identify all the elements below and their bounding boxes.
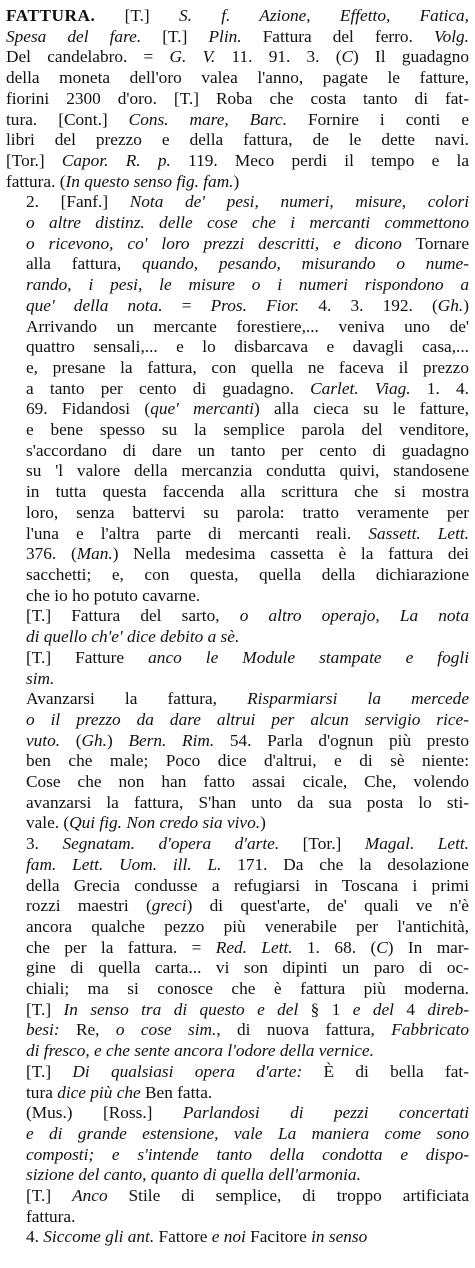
italic-run: vuto. [26, 730, 61, 750]
entry-paragraph-p4 [6, 648, 469, 689]
text-line [6, 441, 469, 462]
text-run: ) Nella medesima cassetta è la fattura dei [112, 544, 469, 564]
text-run: avanzarsi la fattura, S'han unto da sua posta lo sti- [26, 792, 469, 812]
italic-run: S. f. Azione, Effetto, Fatica, [178, 6, 469, 25]
text-run: libri del prezzo e della fattura, de le dette navi. [6, 130, 469, 150]
italic-run: Qui fig. Non credo sia vivo. [69, 813, 261, 833]
text-run: ) alla cieca su le fatture, [253, 399, 469, 419]
text-line [6, 689, 469, 710]
entry-paragraph-p6 [6, 834, 469, 1062]
text-run: § 1 [298, 999, 353, 1019]
entry-paragraph-p3 [6, 606, 469, 647]
text-run: 2. [Fanf.] [26, 192, 130, 212]
text-line [6, 1124, 469, 1145]
text-line [6, 1020, 469, 1041]
text-run: [T.] [26, 1061, 73, 1081]
text-run: [T.] [95, 6, 179, 25]
text-run: vale. ( [26, 813, 70, 833]
text-run: che per la fattura. = [26, 937, 216, 957]
text-run: alla fattura, [26, 254, 142, 274]
italic-run: G. V. [169, 47, 216, 67]
italic-run: Nota de' pesi, numeri, misure, colori [129, 192, 469, 212]
text-line [6, 6, 469, 27]
italic-run: sim. [26, 668, 55, 688]
text-line [6, 751, 469, 772]
italic-run: In questo senso fig. fam. [65, 171, 234, 191]
text-run: sacchetti; e, con questa, quella della dichiarazione [26, 564, 469, 584]
italic-run: e del [352, 999, 394, 1019]
text-run: ) [260, 813, 266, 833]
text-line [6, 1062, 469, 1083]
italic-run: Sassett. Lett. [368, 523, 469, 543]
text-line [6, 669, 469, 690]
text-line [6, 317, 469, 338]
entry-paragraph-p1 [6, 6, 469, 192]
italic-run: Spesa del fare. [6, 26, 142, 46]
text-run: e bene spesso su la semplice parola del venditore, [26, 420, 469, 440]
text-run: 4. 3. 192. ( [299, 295, 438, 315]
italic-run: o altre distinz. delle cose che i mercanti commettono [26, 213, 469, 233]
italic-run: o il prezzo da dare altrui per alcun servigio rice- [26, 709, 469, 729]
text-line [6, 1227, 469, 1248]
text-run: [T.] Fatture [26, 647, 149, 667]
italic-run: Segnatam. d'opera d'arte. [62, 834, 280, 854]
text-run: l'una e l'altra parte di mercanti reali. [26, 523, 369, 543]
italic-run: Magal. Lett. [364, 834, 469, 854]
text-line [6, 627, 469, 648]
text-run: [T.] [26, 999, 64, 1019]
text-line [6, 420, 469, 441]
italic-run: Volg. [433, 26, 469, 46]
text-line [6, 1207, 469, 1228]
entry-paragraph-p8 [6, 1103, 469, 1186]
entry-paragraph-p9 [6, 1186, 469, 1227]
text-line [6, 876, 469, 897]
italic-run: Gh. [81, 730, 107, 750]
text-run: 119. Meco perdi il tempo e la [170, 150, 469, 170]
italic-run: direb- [427, 999, 469, 1019]
text-run: ( [60, 730, 82, 750]
italic-run: In senso tra di questo e del [63, 999, 299, 1019]
text-run: e, presane la fattura, con quella ne faceva il prezzo [26, 357, 469, 377]
italic-run: e noi [211, 1227, 246, 1247]
italic-run: Risparmiarsi la mercede [247, 689, 469, 709]
italic-run: que' mercanti [150, 399, 254, 419]
text-run: in tutta questa faccenda alla scrittura che si mostra [26, 482, 469, 502]
entry-paragraph-p7 [6, 1062, 469, 1103]
text-line [6, 1145, 469, 1166]
text-run: ben che male; Poco dice d'altrui, e di sè niente: [26, 751, 469, 771]
text-run: Ben fatta. [140, 1082, 213, 1102]
italic-run: Plin. [208, 26, 242, 46]
text-line [6, 234, 469, 255]
italic-run: Pros. Fior. [210, 295, 300, 315]
text-run: 171. Da che la desolazione [221, 854, 469, 874]
text-run: 3. [26, 834, 63, 854]
italic-run: e di grande estensione, vale La maniera come sono [26, 1123, 469, 1143]
text-run: Fattore [154, 1227, 212, 1247]
text-run: che io ho potuto cavarne. [26, 585, 201, 605]
text-run: tura [26, 1082, 58, 1102]
text-line [6, 461, 469, 482]
text-line [6, 855, 469, 876]
text-line [6, 172, 469, 193]
text-run: 69. Fidandosi ( [26, 399, 151, 419]
italic-run: Bern. Rim. [128, 730, 215, 750]
text-line [6, 275, 469, 296]
text-run: fiorini 2300 d'oro. [T.] Roba che costa tanto di fat- [6, 88, 469, 108]
text-line [6, 813, 469, 834]
text-run: Facitore [245, 1227, 312, 1247]
italic-run: que' della nota. [26, 295, 163, 315]
text-run: = [162, 295, 211, 315]
text-line [6, 192, 469, 213]
text-run: 4. [26, 1227, 44, 1247]
italic-run: C [376, 937, 388, 957]
text-run: , di nuova fattura, [216, 1020, 392, 1040]
text-line [6, 1103, 469, 1124]
text-line [6, 606, 469, 627]
text-line [6, 110, 469, 131]
italic-run: dice più che [57, 1082, 141, 1102]
text-line [6, 772, 469, 793]
text-run: È di bella fat- [302, 1061, 469, 1081]
text-line [6, 213, 469, 234]
text-line [6, 1186, 469, 1207]
text-line [6, 586, 469, 607]
text-run: ) In mar- [387, 937, 469, 957]
text-line [6, 896, 469, 917]
text-run: ) Il guadagno [353, 47, 469, 67]
italic-run: Carlet. Viag. [310, 378, 411, 398]
text-run: su 'l valore della mercanzia condutta quivi, standosene [26, 461, 469, 481]
text-line [6, 834, 469, 855]
text-run: a tanto per cento di guadagno. [26, 378, 311, 398]
text-run: ) di quest'arte, de' quali ve n'è [186, 896, 469, 916]
text-line [6, 337, 469, 358]
text-line [6, 731, 469, 752]
italic-run: Red. Lett. [215, 937, 293, 957]
headword: FATTURA. [6, 6, 96, 25]
italic-run: Siccome gli ant. [43, 1227, 155, 1247]
text-run: Re, [59, 1020, 116, 1040]
text-run: chiali; ma si conosce che è fattura più moderna. [26, 979, 469, 999]
italic-run: composti; e s'intende tanto della condotta e dispo- [26, 1144, 469, 1164]
text-line [6, 938, 469, 959]
text-line [6, 958, 469, 979]
text-line [6, 254, 469, 275]
text-line [6, 565, 469, 586]
text-run: 54. Parla d'ognun più presto [214, 730, 469, 750]
text-run: 376. ( [26, 544, 77, 564]
text-line [6, 793, 469, 814]
italic-run: Man. [76, 544, 113, 564]
text-run: rozzi maestri ( [26, 896, 152, 916]
italic-run: C [341, 47, 354, 67]
text-line [6, 503, 469, 524]
text-line [6, 524, 469, 545]
italic-run: quando, pesando, misurando o nume- [141, 254, 469, 274]
text-run: fattura. ( [6, 171, 66, 191]
text-run: tura. [Cont.] [6, 109, 129, 129]
italic-run: Gh. [437, 295, 464, 315]
text-run: [T.] [26, 1186, 73, 1206]
text-run: Stile di semplice, di troppo artificiata [107, 1186, 469, 1206]
italic-run: o altro operajo, La nota [239, 606, 469, 626]
text-run: ) [463, 295, 469, 315]
text-line [6, 482, 469, 503]
italic-run: in senso [311, 1227, 368, 1247]
text-run: 4 [393, 999, 428, 1019]
text-run: Fattura del ferro. [241, 26, 434, 46]
text-run: [Tor.] [279, 834, 365, 854]
text-run: Fornire i conti e [287, 109, 469, 129]
text-line [6, 1041, 469, 1062]
text-line [6, 979, 469, 1000]
text-run: Cose che non han fatto assai cicale, Che, volendo [26, 772, 469, 792]
text-line [6, 1083, 469, 1104]
italic-run: o cose sim. [115, 1020, 217, 1040]
text-line [6, 399, 469, 420]
text-run: 11. 91. 3. ( [215, 47, 342, 67]
text-run: della Grecia condusse a refugiarsi in Toscana i primi [26, 875, 469, 895]
text-line [6, 710, 469, 731]
text-run: Tornare [401, 233, 469, 253]
italic-run: Parlandosi di pezzi concertati [182, 1103, 469, 1123]
italic-run: Capor. R. p. [61, 150, 171, 170]
text-run: fattura. [26, 1206, 76, 1226]
text-line [6, 379, 469, 400]
italic-run: greci [151, 896, 187, 916]
italic-run: di quello ch'e' dice debito a sè. [26, 627, 240, 647]
text-line [6, 47, 469, 68]
text-line [6, 151, 469, 172]
italic-run: rando, i pesi, le misure o i numeri rispondono a [26, 275, 469, 295]
text-run: ancora qualche pezzo più venerabile per l'antichità, [26, 916, 469, 936]
italic-run: Cons. mare, Barc. [128, 109, 288, 129]
italic-run: besi: [26, 1020, 60, 1040]
text-run: quattro sensali,... e lo disbarcava e davagli casa,... [26, 337, 469, 357]
text-line [6, 296, 469, 317]
text-line [6, 27, 469, 48]
italic-run: Di qualsiasi opera d'arte: [72, 1061, 303, 1081]
text-run: 1. 4. [410, 378, 469, 398]
entry-paragraph-p10 [6, 1227, 469, 1248]
italic-run: sizione del canto, quanto di quella dell'armonia. [26, 1165, 361, 1185]
text-line [6, 130, 469, 151]
text-line [6, 358, 469, 379]
italic-run: Anco [72, 1186, 108, 1206]
text-line [6, 1000, 469, 1021]
text-run: 1. 68. ( [292, 937, 377, 957]
italic-run: Fabbricato [391, 1020, 469, 1040]
text-line [6, 1165, 469, 1186]
text-line [6, 544, 469, 565]
text-run: ) [106, 730, 129, 750]
entry-paragraph-p2 [6, 192, 469, 606]
text-run: Del candelabro. = [6, 47, 170, 67]
text-line [6, 68, 469, 89]
text-run: [T.] Fattura del sarto, [26, 606, 240, 626]
italic-run: o ricevono, co' loro prezzi descritti, e dicono [26, 233, 402, 253]
italic-run: fam. Lett. Uom. ill. L. [26, 854, 222, 874]
text-run: [T.] [141, 26, 209, 46]
text-run: s'accordano di dare un tanto per cento di guadagno [26, 440, 469, 460]
italic-run: anco le Module stampate e fogli [148, 647, 469, 667]
text-run: ) [233, 171, 240, 191]
text-line [6, 89, 469, 110]
text-run: (Mus.) [Ross.] [26, 1103, 183, 1123]
italic-run: di fresco, e che sente ancora l'odore della vernice. [26, 1041, 374, 1061]
text-line [6, 917, 469, 938]
text-line [6, 648, 469, 669]
text-run: loro, senza battervi su parola: tratto veramente per [26, 502, 469, 522]
text-run: Arrivando un mercante forestiere,... veniva uno de' [26, 316, 469, 336]
text-run: [Tor.] [6, 150, 62, 170]
text-run: gine di quella carta... vi son dipinti un paro di oc- [26, 958, 469, 978]
text-run: della moneta dell'oro valea l'anno, pagate le fatture, [6, 68, 469, 88]
entry-paragraph-p5 [6, 689, 469, 834]
text-run: Avanzarsi la fattura, [26, 689, 248, 709]
